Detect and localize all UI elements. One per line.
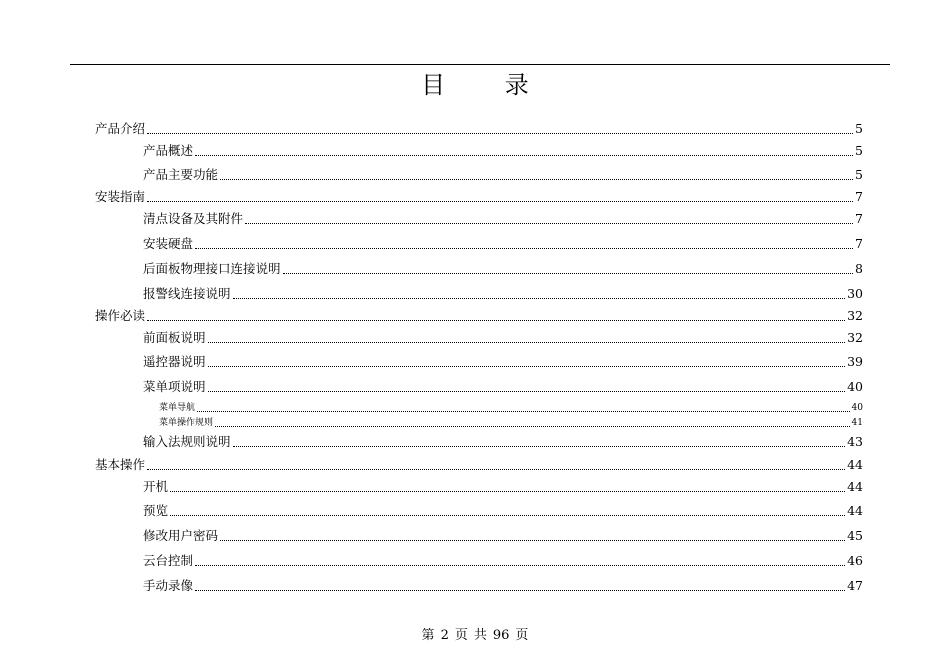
footer-total-pages: 96 xyxy=(492,628,510,643)
toc-entry-label: 清点设备及其附件 xyxy=(143,211,244,226)
toc-page-number: 46 xyxy=(847,553,863,568)
toc-entry-label: 基本操作 xyxy=(95,457,146,472)
footer-page-word: 页 xyxy=(454,628,468,643)
toc-entry[interactable] xyxy=(143,211,863,227)
toc-page-number: 45 xyxy=(847,528,863,543)
toc-entry-label: 菜单操作规则 xyxy=(159,418,214,428)
toc-entry[interactable] xyxy=(95,121,863,137)
toc-page-number: 40 xyxy=(847,379,863,394)
toc-page-number: 8 xyxy=(855,261,863,276)
toc-entry-label: 菜单项说明 xyxy=(143,379,206,394)
toc-entry[interactable] xyxy=(143,503,863,519)
toc-page-number: 41 xyxy=(851,418,863,428)
toc-page-number: 30 xyxy=(847,286,863,301)
toc-entry[interactable] xyxy=(143,379,863,395)
toc-page-number: 32 xyxy=(847,308,863,323)
toc-page-number: 39 xyxy=(847,354,863,369)
header-rule xyxy=(70,64,890,65)
toc-entry[interactable] xyxy=(143,286,863,302)
toc-entry-label: 预览 xyxy=(143,503,169,518)
toc-entry-label: 云台控制 xyxy=(143,553,194,568)
toc-page-number: 32 xyxy=(847,330,863,345)
toc-page-number: 5 xyxy=(855,143,863,158)
toc-entry-label: 遥控器说明 xyxy=(143,354,206,369)
footer-total-word: 共 xyxy=(473,628,487,643)
toc-entry-label: 操作必读 xyxy=(95,308,146,323)
page-title: 目 录 xyxy=(421,71,555,99)
toc-entry-label: 开机 xyxy=(143,479,169,494)
toc-leader xyxy=(170,491,845,492)
toc-leader xyxy=(197,411,850,412)
toc-leader xyxy=(208,366,846,367)
toc-leader xyxy=(195,248,853,249)
page-footer xyxy=(0,624,950,643)
toc-entry[interactable] xyxy=(159,418,863,429)
toc-entry[interactable] xyxy=(95,189,863,205)
toc-entry[interactable] xyxy=(143,167,863,183)
toc-leader xyxy=(233,446,846,447)
footer-current-page: 2 xyxy=(440,628,449,643)
toc-leader xyxy=(208,391,846,392)
toc-leader xyxy=(195,590,845,591)
toc-entry-label: 产品介绍 xyxy=(95,121,146,136)
toc-entry-label: 前面板说明 xyxy=(143,330,206,345)
toc-page-number: 43 xyxy=(847,434,863,449)
toc-page-number: 7 xyxy=(855,189,863,204)
toc-leader xyxy=(283,273,854,274)
toc-entry[interactable] xyxy=(95,308,863,324)
toc-entry[interactable] xyxy=(143,479,863,495)
toc-leader xyxy=(220,540,845,541)
toc-page-number: 40 xyxy=(851,403,863,413)
toc-entry-label: 菜单导航 xyxy=(159,403,196,413)
toc-entry[interactable] xyxy=(143,143,863,159)
toc-entry[interactable] xyxy=(143,578,863,594)
toc-entry[interactable] xyxy=(159,403,863,414)
toc-leader xyxy=(195,565,845,566)
toc-leader xyxy=(245,223,853,224)
toc-page-number: 44 xyxy=(847,479,863,494)
toc-entry-label: 安装硬盘 xyxy=(143,236,194,251)
toc-entry-label: 产品主要功能 xyxy=(143,167,219,182)
toc-entry[interactable] xyxy=(143,528,863,544)
toc-leader xyxy=(147,469,845,470)
toc-entry-label: 修改用户密码 xyxy=(143,528,219,543)
toc-entry-label: 输入法规则说明 xyxy=(143,434,231,449)
toc-entry-label: 产品概述 xyxy=(143,143,194,158)
toc-leader xyxy=(233,298,846,299)
toc-leader xyxy=(147,201,853,202)
toc-page-number: 44 xyxy=(847,503,863,518)
toc-page-number: 5 xyxy=(855,121,863,136)
toc-entry-label: 手动录像 xyxy=(143,578,194,593)
toc-page-number: 7 xyxy=(855,236,863,251)
toc-page-number: 5 xyxy=(855,167,863,182)
toc-leader xyxy=(170,515,845,516)
toc-leader xyxy=(208,342,846,343)
toc-entry-label: 安装指南 xyxy=(95,189,146,204)
toc-entry-label: 后面板物理接口连接说明 xyxy=(143,261,281,276)
toc-page-number: 47 xyxy=(847,578,863,593)
footer-suffix: 页 xyxy=(515,628,529,643)
toc-entry[interactable] xyxy=(143,434,863,450)
toc-leader xyxy=(215,426,850,427)
toc-entry-label: 报警线连接说明 xyxy=(143,286,231,301)
toc-page-number: 7 xyxy=(855,211,863,226)
toc-entry[interactable] xyxy=(95,457,863,473)
footer-prefix: 第 xyxy=(421,628,435,643)
toc-entry[interactable] xyxy=(143,236,863,252)
toc-page-number: 44 xyxy=(847,457,863,472)
toc-leader xyxy=(147,320,845,321)
toc-leader xyxy=(220,179,853,180)
toc-leader xyxy=(195,155,853,156)
toc-leader xyxy=(147,133,853,134)
toc-entry[interactable] xyxy=(143,261,863,277)
toc-entry[interactable] xyxy=(143,330,863,346)
toc-entry[interactable] xyxy=(143,553,863,569)
toc-entry[interactable] xyxy=(143,354,863,370)
